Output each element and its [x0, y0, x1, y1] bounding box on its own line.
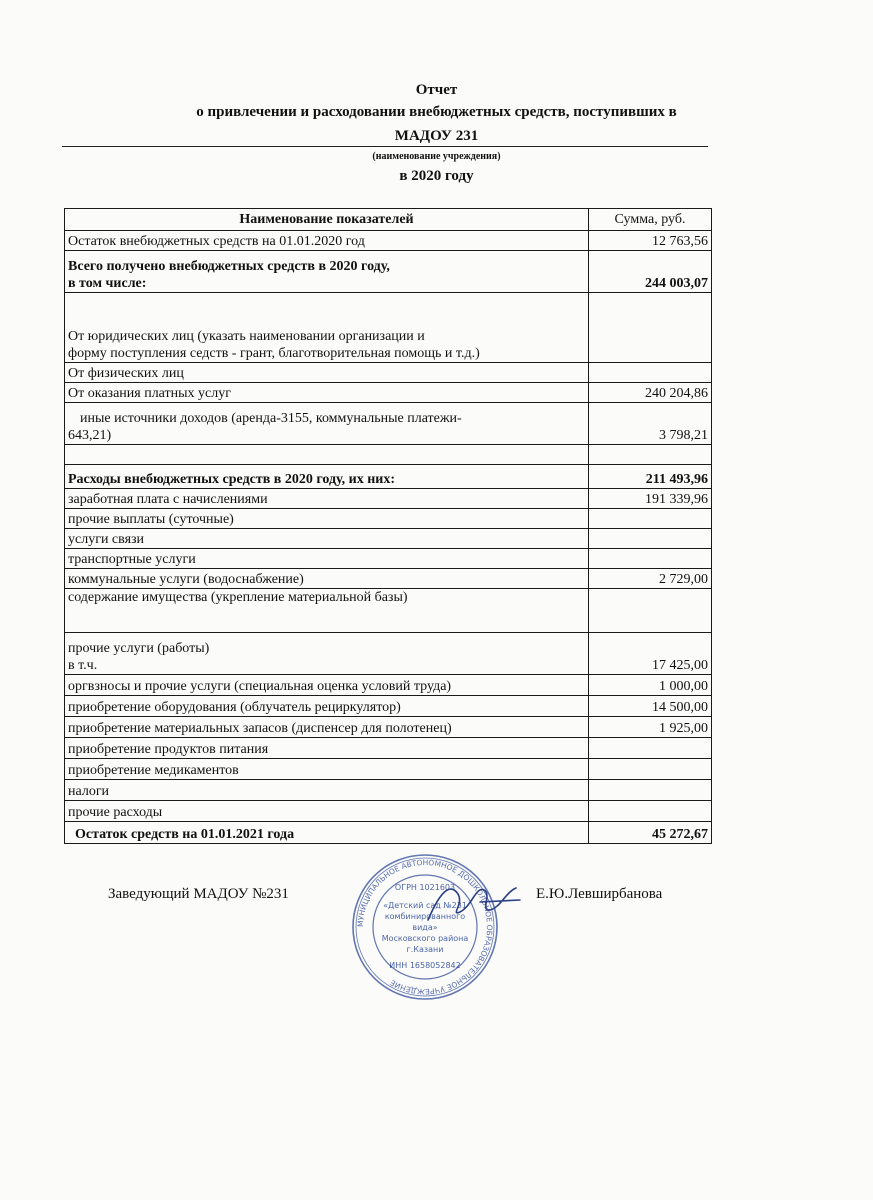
row-label: прочие расходы: [65, 801, 589, 822]
table-row: [65, 569, 712, 589]
table-row: [65, 509, 712, 529]
row-value: [589, 445, 712, 465]
row-label: приобретение материальных запасов (диспенсер для полотенец): [65, 717, 589, 738]
handwritten-signature: [420, 872, 530, 932]
table-row: [65, 231, 712, 251]
table-row: [65, 489, 712, 509]
row-value: [589, 549, 712, 569]
row-label: коммунальные услуги (водоснабжение): [65, 569, 589, 589]
row-value: [589, 509, 712, 529]
table-row: [65, 403, 712, 445]
row-value: [589, 801, 712, 822]
row-value: [589, 529, 712, 549]
table-row: [65, 717, 712, 738]
row-label: Остаток внебюджетных средств на 01.01.2020 год: [65, 231, 589, 251]
row-label: От юридических лиц (указать наименовании организации и форму поступления седств - грант, благотворительная помощь и т.д.): [65, 293, 589, 363]
row-label: иные источники доходов (аренда-3155, коммунальные платежи- 643,21): [65, 403, 589, 445]
row-label: приобретение оборудования (облучатель рециркулятор): [65, 696, 589, 717]
table-row: [65, 738, 712, 759]
table-row: [65, 780, 712, 801]
table-row: [65, 383, 712, 403]
row-label: прочие выплаты (суточные): [65, 509, 589, 529]
row-value: [589, 759, 712, 780]
column-header-name: Наименование показателей: [65, 209, 589, 231]
table-row-total: [65, 822, 712, 844]
report-table: [64, 208, 712, 844]
row-label: содержание имущества (укрепление материальной базы): [65, 589, 589, 633]
column-header-sum: Сумма, руб.: [589, 209, 712, 231]
table-header-row: [65, 209, 712, 231]
row-label: прочие услуги (работы) в т.ч.: [65, 633, 589, 675]
row-value: 211 493,96: [589, 465, 712, 489]
row-value: 12 763,56: [589, 231, 712, 251]
table-row: [65, 549, 712, 569]
row-label: Остаток средств на 01.01.2021 года: [65, 822, 589, 844]
row-label: приобретение продуктов питания: [65, 738, 589, 759]
row-value: [589, 780, 712, 801]
stamp-inn: ИНН 1658052842: [389, 961, 461, 970]
report-subtitle: о привлечении и расходовании внебюджетных средств, поступивших в: [196, 104, 677, 120]
row-value: 240 204,86: [589, 383, 712, 403]
row-label: Расходы внебюджетных средств в 2020 году, их них:: [65, 465, 589, 489]
row-value: 45 272,67: [589, 822, 712, 844]
row-value: 244 003,07: [589, 251, 712, 293]
stamp-line: Московского района: [381, 934, 469, 943]
director-name: Е.Ю.Левширбанова: [536, 886, 663, 902]
row-value: [589, 363, 712, 383]
table-row: [65, 529, 712, 549]
stamp-ogrn: ОГРН 1021603: [394, 883, 456, 892]
row-label: заработная плата с начислениями: [65, 489, 589, 509]
report-title: Отчет: [415, 82, 458, 98]
table-row: [65, 675, 712, 696]
row-value: 2 729,00: [589, 569, 712, 589]
row-value: [589, 738, 712, 759]
table-row: [65, 633, 712, 675]
stamp-ring-text: МУНИЦИПАЛЬНОЕ АВТОНОМНОЕ ДОШКОЛЬНОЕ ОБРАЗОВАТЕЛЬНОЕ УЧРЕЖДЕНИЕ: [355, 857, 495, 997]
report-year: в 2020 году: [399, 168, 474, 184]
director-position: Заведующий МАДОУ №231: [108, 886, 289, 902]
row-value: 191 339,96: [589, 489, 712, 509]
organization-caption: (наименование учреждения): [372, 151, 501, 162]
table-row: [65, 251, 712, 293]
stamp-line: «Детский сад №231: [383, 901, 467, 910]
stamp-line: комбинированного: [384, 912, 466, 921]
table-row: [65, 589, 712, 633]
row-value: [589, 293, 712, 363]
row-label: транспортные услуги: [65, 549, 589, 569]
row-label: услуги связи: [65, 529, 589, 549]
table-row: [65, 759, 712, 780]
table-row: [65, 696, 712, 717]
row-label: От физических лиц: [65, 363, 589, 383]
row-value: 3 798,21: [589, 403, 712, 445]
row-value: 1 925,00: [589, 717, 712, 738]
table-row: [65, 293, 712, 363]
org-underline: [62, 146, 708, 147]
organization-name: МАДОУ 231: [394, 128, 479, 144]
stamp-line: вида»: [412, 923, 438, 932]
row-label: От оказания платных услуг: [65, 383, 589, 403]
row-value: [589, 589, 712, 633]
row-label: оргвзносы и прочие услуги (специальная оценка условий труда): [65, 675, 589, 696]
row-value: 1 000,00: [589, 675, 712, 696]
stamp-line: г.Казани: [406, 945, 444, 954]
table-row: [65, 465, 712, 489]
row-value: 17 425,00: [589, 633, 712, 675]
row-value: 14 500,00: [589, 696, 712, 717]
table-row: [65, 363, 712, 383]
table-row-empty: [65, 445, 712, 465]
row-label: приобретение медикаментов: [65, 759, 589, 780]
row-label: [65, 445, 589, 465]
row-label: Всего получено внебюджетных средств в 2020 году, в том числе:: [65, 251, 589, 293]
row-label: налоги: [65, 780, 589, 801]
table-row: [65, 801, 712, 822]
